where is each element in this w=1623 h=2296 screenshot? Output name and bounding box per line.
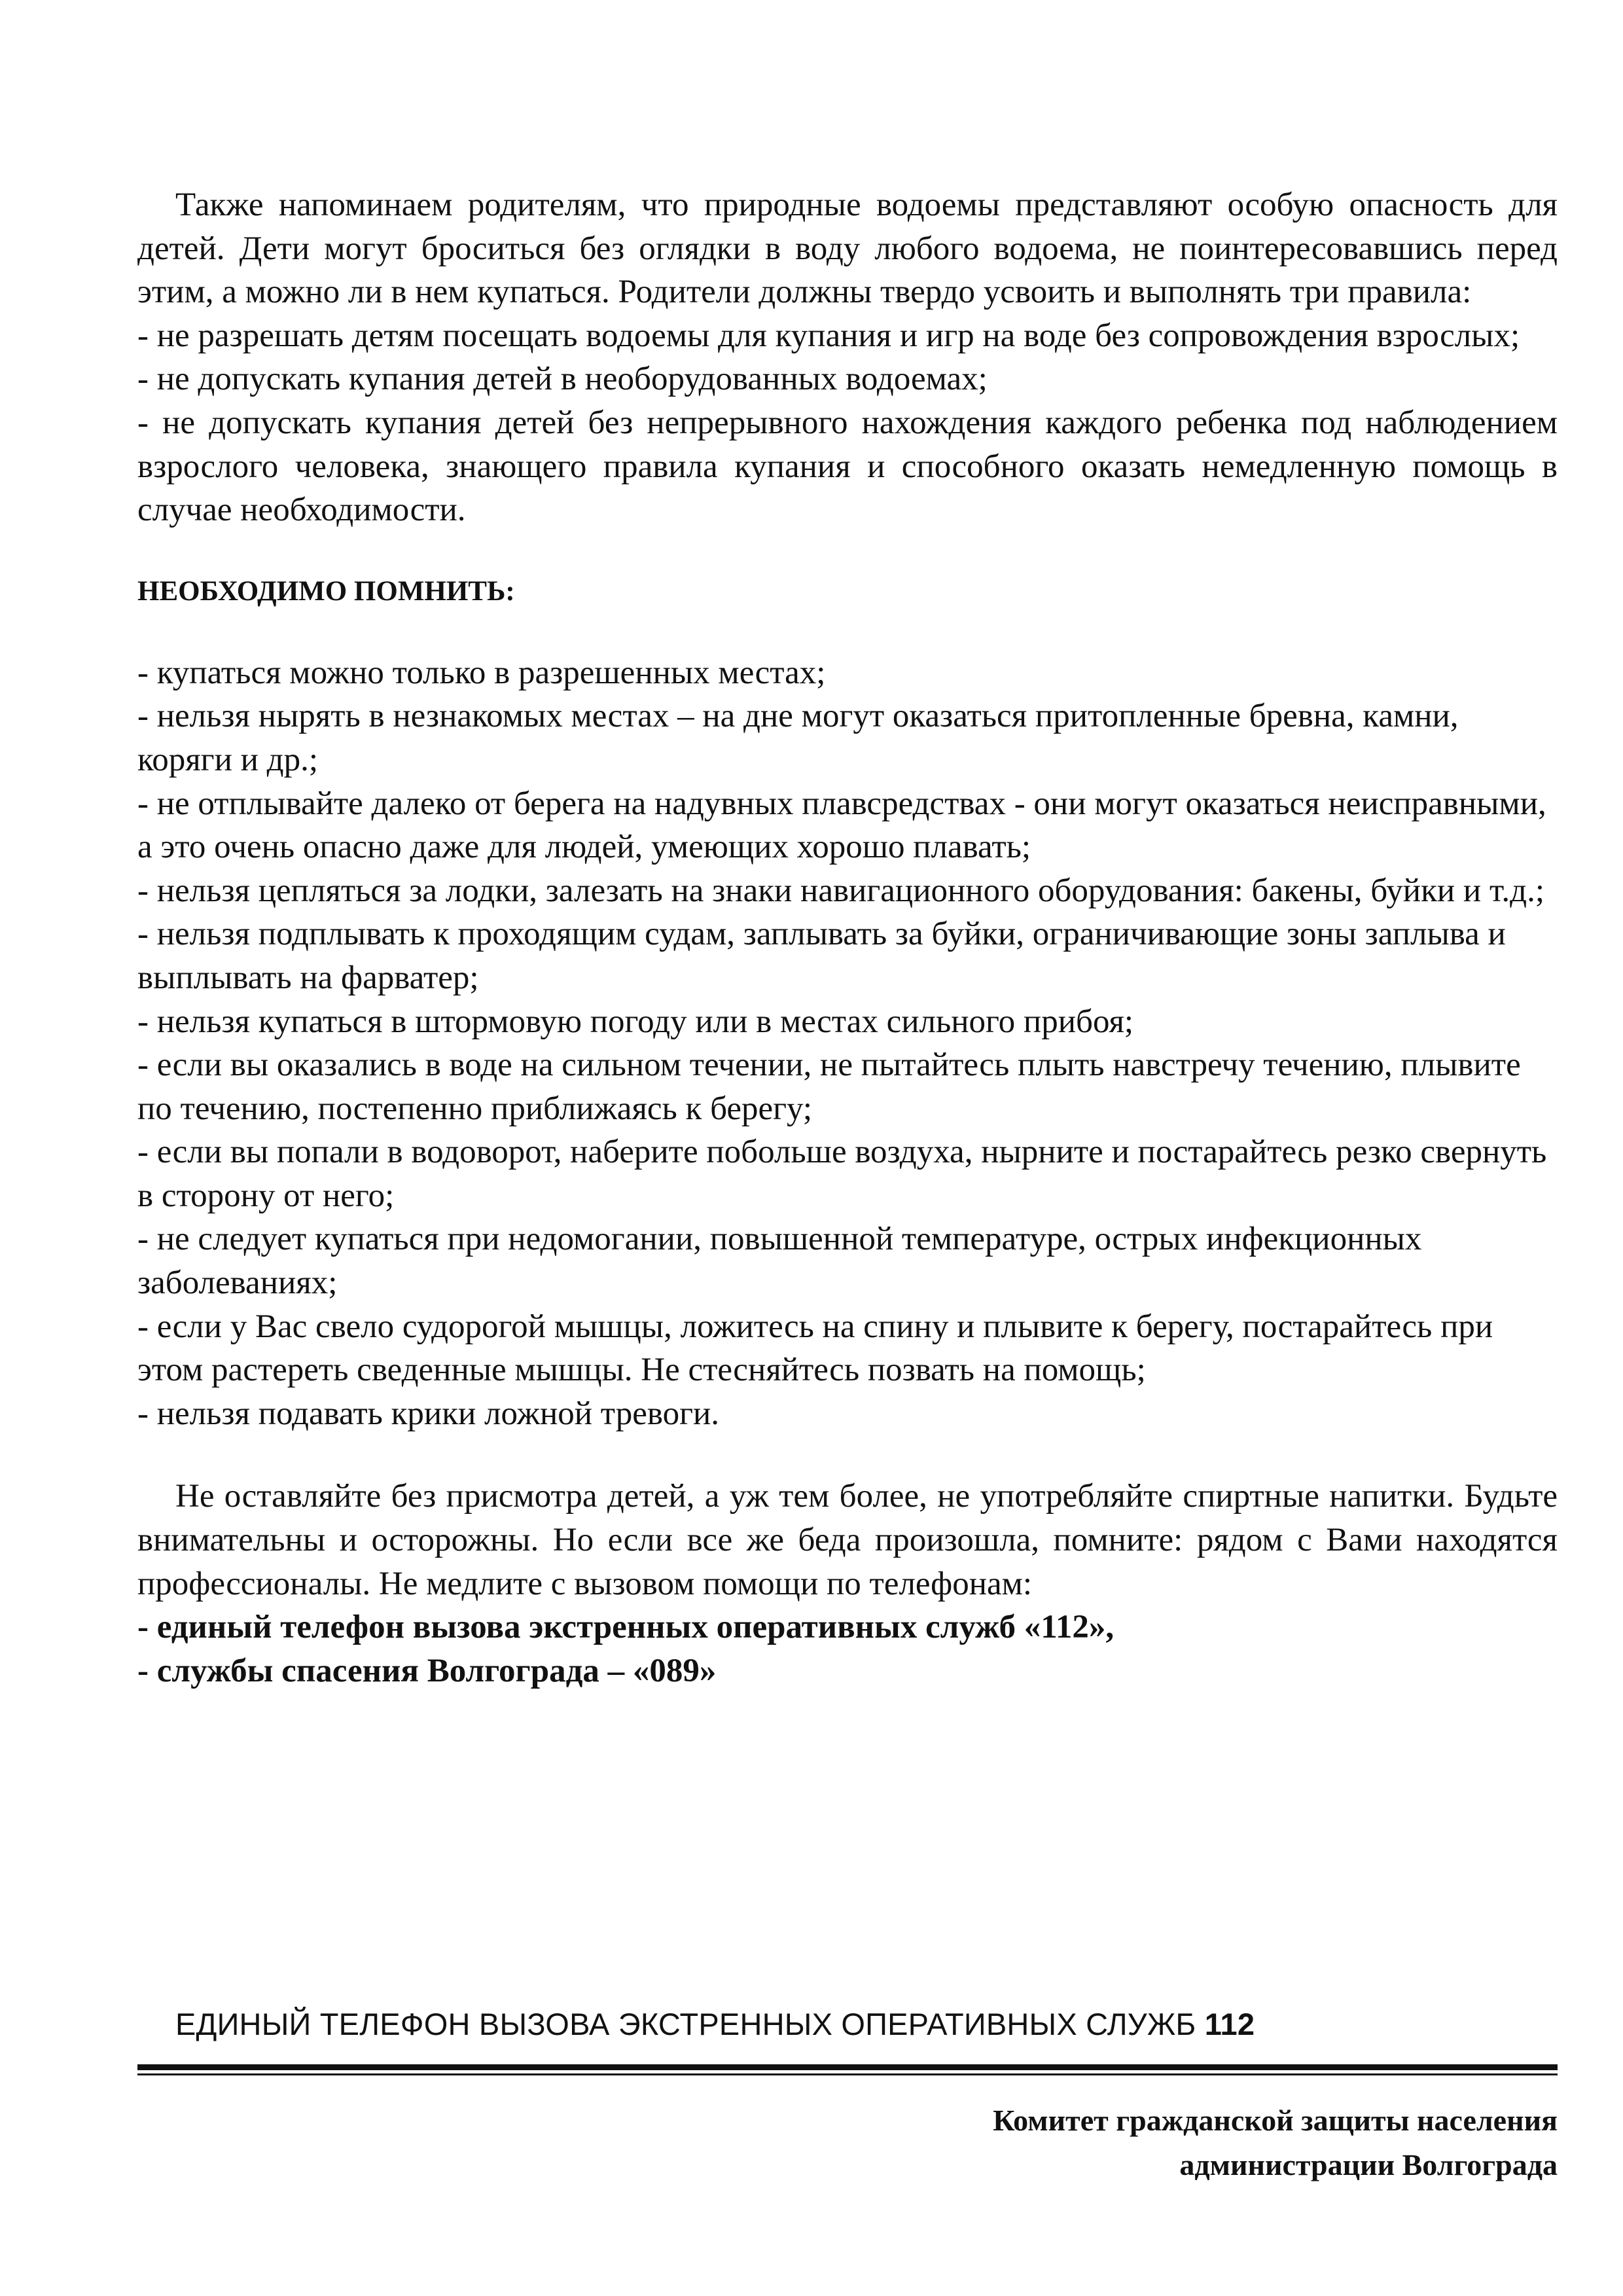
parent-rule-item: - не допускать купания детей в необорудованных водоемах; bbox=[137, 361, 988, 398]
phone-item: - службы спасения Волгограда – «089» bbox=[137, 1652, 717, 1689]
emergency-banner-text bbox=[175, 2003, 1558, 2046]
parent-rule-item: - не допускать купания детей без непрерывного нахождения каждого ребенка под наблюдением взрослого человека, знающего правила купания и способного оказать немедленную помощь в случае необходимости. bbox=[137, 404, 1558, 529]
closing-paragraph: Не оставляйте без присмотра детей, а уж тем более, не употребляйте спиртные напитки. Будьте внимательны и осторожны. Но если все же беда произошла, помните: рядом с Вами находятся профессионалы. Не медлите с вызовом помощи по телефонам: bbox=[137, 1478, 1558, 1602]
parent-rule-item: - не разрешать детям посещать водоемы для купания и игр на воде без сопровождения взрослых; bbox=[137, 317, 1520, 354]
remember-rule-item: - если вы попали в водоворот, наберите побольше воздуха, нырните и постарайтесь резко свернуть в сторону от него; bbox=[137, 1134, 1547, 1214]
remember-rule-item: - если у Вас свело судорогой мышцы, ложитесь на спину и плывите к берегу, постарайтесь при этом растереть сведенные мышцы. Не стесняйтесь позвать на помощь; bbox=[137, 1308, 1493, 1389]
emergency-banner-label: ЕДИНЫЙ ТЕЛЕФОН ВЫЗОВА ЭКСТРЕННЫХ ОПЕРАТИВНЫХ СЛУЖБ bbox=[175, 2007, 1205, 2041]
remember-rule-item: - не отплывайте далеко от берега на надувных плавсредствах - они могут оказаться неисправными, а это очень опасно даже для людей, умеющих хорошо плавать; bbox=[137, 785, 1546, 866]
remember-rule-item: - купаться можно только в разрешенных местах; bbox=[137, 654, 826, 691]
remember-rule-item: - нельзя нырять в незнакомых местах – на дне могут оказаться притопленные бревна, камни, коряги и др.; bbox=[137, 698, 1459, 778]
remember-heading: НЕОБХОДИМО ПОМНИТЬ: bbox=[137, 575, 515, 607]
signature-line-1: Комитет гражданской защиты населения bbox=[993, 2104, 1558, 2137]
signature-line-2: администрации Волгограда bbox=[1179, 2148, 1558, 2181]
banner-divider-thick bbox=[137, 2064, 1558, 2070]
emergency-banner bbox=[137, 2003, 1558, 2075]
remember-rules-list bbox=[137, 651, 1558, 1436]
banner-divider-thin bbox=[137, 2073, 1558, 2075]
remember-rule-item: - нельзя купаться в штормовую погоду или в местах сильного прибоя; bbox=[137, 1003, 1134, 1040]
remember-rule-item: - если вы оказались в воде на сильном течении, не пытайтесь плыть навстречу течению, плывите по течению, постепенно приближаясь к берегу; bbox=[137, 1047, 1521, 1127]
remember-rule-item: - нельзя цепляться за лодки, залезать на знаки навигационного оборудования: бакены, буйки и т.д.; bbox=[137, 872, 1545, 909]
document-body bbox=[137, 183, 1558, 1693]
remember-rule-item: - нельзя подавать крики ложной тревоги. bbox=[137, 1395, 720, 1432]
intro-paragraph: Также напоминаем родителям, что природные водоемы представляют особую опасность для детей. Дети могут броситься без оглядки в воду любого водоема, не поинтересовавшись перед этим, а можно ли в нем купаться. Родители должны твердо усвоить и выполнять три правила: bbox=[137, 187, 1558, 311]
emergency-number: 112 bbox=[1204, 2007, 1255, 2041]
remember-rule-item: - нельзя подплывать к проходящим судам, заплывать за буйки, ограничивающие зоны заплыва и выплывать на фарватер; bbox=[137, 916, 1506, 996]
parent-rules-list bbox=[137, 314, 1558, 532]
remember-rule-item: - не следует купаться при недомогании, повышенной температуре, острых инфекционных заболеваниях; bbox=[137, 1221, 1422, 1302]
signature-block bbox=[993, 2098, 1558, 2187]
phone-list bbox=[137, 1605, 1558, 1693]
phone-item: - единый телефон вызова экстренных оперативных служб «112», bbox=[137, 1609, 1115, 1646]
